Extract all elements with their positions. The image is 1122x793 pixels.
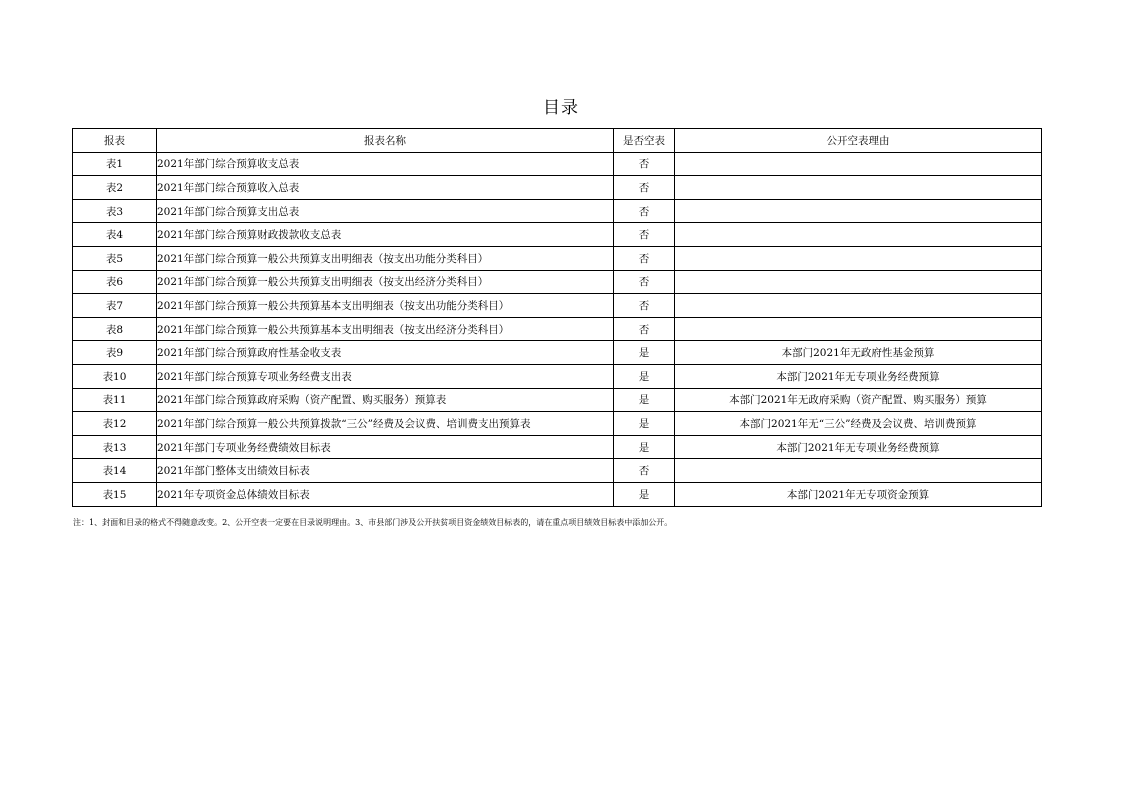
empty-reason-cell: 本部门2021年无“三公”经费及会议费、培训费预算 [675, 412, 1042, 436]
report-no-cell: 表6 [73, 270, 157, 294]
table-row [73, 199, 1042, 223]
report-name-cell: 2021年部门综合预算财政拨款收支总表 [157, 223, 614, 247]
empty-reason-cell: 本部门2021年无政府性基金预算 [675, 341, 1042, 365]
is-empty-cell: 是 [614, 341, 675, 365]
empty-reason-cell: 本部门2021年无专项业务经费预算 [675, 364, 1042, 388]
is-empty-cell: 是 [614, 388, 675, 412]
is-empty-cell: 否 [614, 246, 675, 270]
report-no-cell: 表13 [73, 435, 157, 459]
table-row [73, 412, 1042, 436]
table-row [73, 388, 1042, 412]
table-row [73, 223, 1042, 247]
report-no-cell: 表15 [73, 482, 157, 506]
report-no-cell: 表7 [73, 294, 157, 318]
report-name-cell: 2021年部门综合预算政府性基金收支表 [157, 341, 614, 365]
report-name-cell: 2021年部门整体支出绩效目标表 [157, 459, 614, 483]
is-empty-cell: 否 [614, 294, 675, 318]
report-name-cell: 2021年部门综合预算一般公共预算支出明细表（按支出功能分类科目） [157, 246, 614, 270]
header-empty-reason: 公开空表理由 [675, 129, 1042, 153]
is-empty-cell: 是 [614, 435, 675, 459]
report-name-cell: 2021年部门综合预算专项业务经费支出表 [157, 364, 614, 388]
report-no-cell: 表9 [73, 341, 157, 365]
is-empty-cell: 否 [614, 317, 675, 341]
is-empty-cell: 是 [614, 364, 675, 388]
is-empty-cell: 否 [614, 270, 675, 294]
report-name-cell: 2021年部门综合预算收支总表 [157, 152, 614, 176]
table-row [73, 364, 1042, 388]
report-no-cell: 表1 [73, 152, 157, 176]
table-header-row [73, 129, 1042, 153]
empty-reason-cell [675, 246, 1042, 270]
empty-reason-cell: 本部门2021年无专项资金预算 [675, 482, 1042, 506]
table-row [73, 176, 1042, 200]
empty-reason-cell [675, 223, 1042, 247]
table-row [73, 317, 1042, 341]
is-empty-cell: 否 [614, 199, 675, 223]
table-row [73, 341, 1042, 365]
catalog-table [72, 128, 1042, 507]
report-no-cell: 表3 [73, 199, 157, 223]
report-name-cell: 2021年部门专项业务经费绩效目标表 [157, 435, 614, 459]
empty-reason-cell [675, 459, 1042, 483]
is-empty-cell: 是 [614, 412, 675, 436]
empty-reason-cell [675, 152, 1042, 176]
empty-reason-cell: 本部门2021年无政府采购（资产配置、购买服务）预算 [675, 388, 1042, 412]
is-empty-cell: 是 [614, 482, 675, 506]
table-row [73, 294, 1042, 318]
report-name-cell: 2021年部门综合预算政府采购（资产配置、购买服务）预算表 [157, 388, 614, 412]
report-no-cell: 表5 [73, 246, 157, 270]
report-name-cell: 2021年部门综合预算一般公共预算基本支出明细表（按支出功能分类科目） [157, 294, 614, 318]
is-empty-cell: 否 [614, 223, 675, 247]
table-row [73, 459, 1042, 483]
header-report-name: 报表名称 [157, 129, 614, 153]
report-name-cell: 2021年部门综合预算一般公共预算支出明细表（按支出经济分类科目） [157, 270, 614, 294]
is-empty-cell: 否 [614, 459, 675, 483]
is-empty-cell: 否 [614, 152, 675, 176]
table-row [73, 246, 1042, 270]
table-row [73, 482, 1042, 506]
table-row [73, 270, 1042, 294]
is-empty-cell: 否 [614, 176, 675, 200]
report-no-cell: 表14 [73, 459, 157, 483]
report-name-cell: 2021年部门综合预算一般公共预算拨款“三公”经费及会议费、培训费支出预算表 [157, 412, 614, 436]
report-no-cell: 表2 [73, 176, 157, 200]
footnote: 注：1、封面和目录的格式不得随意改变。2、公开空表一定要在目录说明理由。3、市县部门涉及公开扶贫项目资金绩效目标表的，请在重点项目绩效目标表中添加公开。 [73, 518, 673, 527]
report-no-cell: 表12 [73, 412, 157, 436]
page-title: 目录 [543, 98, 579, 118]
empty-reason-cell [675, 294, 1042, 318]
report-no-cell: 表10 [73, 364, 157, 388]
empty-reason-cell [675, 270, 1042, 294]
report-name-cell: 2021年部门综合预算支出总表 [157, 199, 614, 223]
report-name-cell: 2021年专项资金总体绩效目标表 [157, 482, 614, 506]
report-name-cell: 2021年部门综合预算一般公共预算基本支出明细表（按支出经济分类科目） [157, 317, 614, 341]
empty-reason-cell [675, 176, 1042, 200]
report-no-cell: 表4 [73, 223, 157, 247]
header-is-empty: 是否空表 [614, 129, 675, 153]
header-report-no: 报表 [73, 129, 157, 153]
report-no-cell: 表8 [73, 317, 157, 341]
report-no-cell: 表11 [73, 388, 157, 412]
report-name-cell: 2021年部门综合预算收入总表 [157, 176, 614, 200]
empty-reason-cell: 本部门2021年无专项业务经费预算 [675, 435, 1042, 459]
empty-reason-cell [675, 199, 1042, 223]
empty-reason-cell [675, 317, 1042, 341]
table-row [73, 152, 1042, 176]
table-row [73, 435, 1042, 459]
